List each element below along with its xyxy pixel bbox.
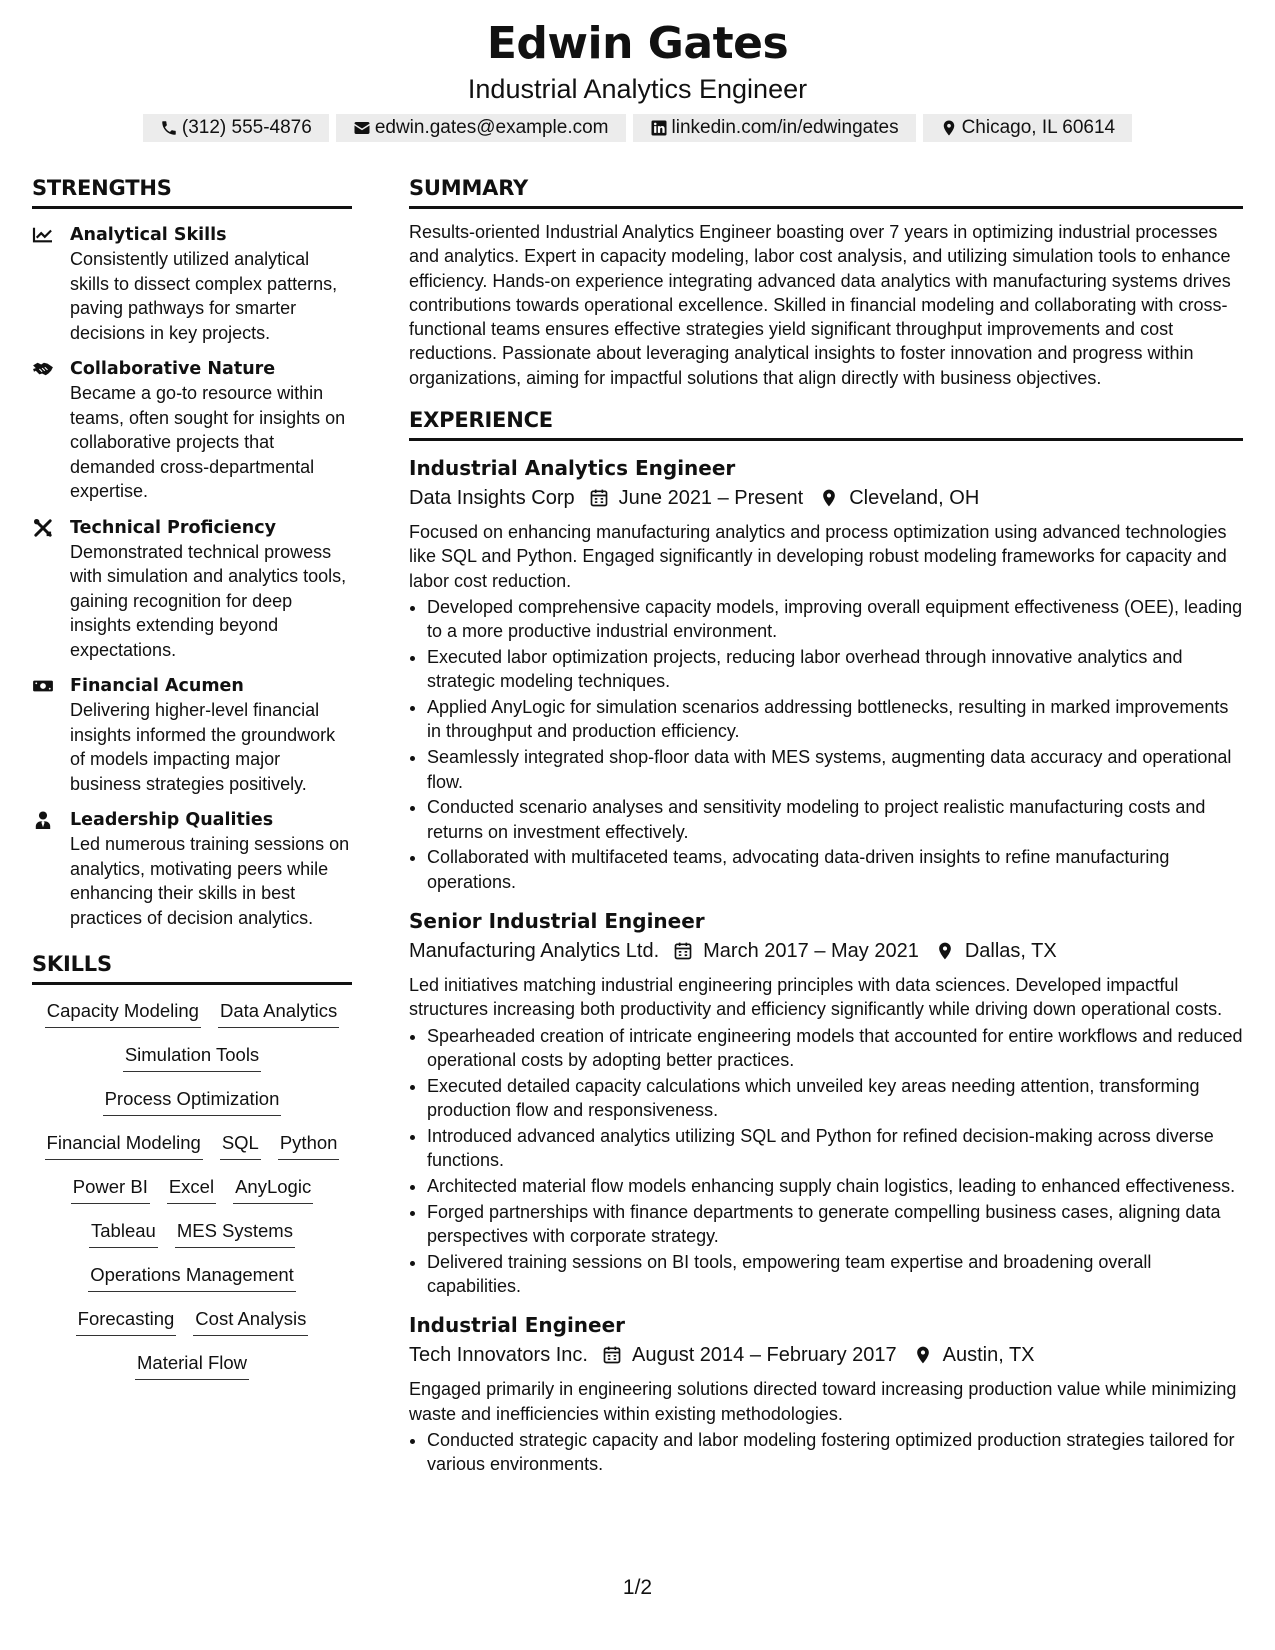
right-column <box>409 176 1243 1478</box>
job-description: Focused on enhancing manufacturing analytics and process optimization using advanced technologies like SQL and Python. Engaged significantly in developing robust modeling frameworks for capacity and labor cost reduction. <box>409 522 1227 591</box>
skill-tag: Capacity Modeling <box>45 999 201 1028</box>
location-text: Chicago, IL 60614 <box>961 117 1116 138</box>
email-text: edwin.gates@example.com <box>374 117 609 138</box>
job-bullets <box>409 595 1243 894</box>
job-bullet: • Architected material flow models enhancing supply chain logistics, leading to enhanced effectiveness. <box>427 1174 1243 1198</box>
job-entry <box>409 907 1243 1298</box>
skill-tag: Tableau <box>89 1219 158 1248</box>
strength-desc: Consistently utilized analytical skills to dissect complex patterns, paving pathways for smarter decisions in key projects. <box>70 249 338 343</box>
strength-title: Technical Proficiency <box>70 517 276 538</box>
candidate-name: Edwin Gates <box>486 18 789 69</box>
candidate-role: Industrial Analytics Engineer <box>467 74 808 104</box>
skill-tag: Operations Management <box>88 1263 296 1292</box>
strength-desc: Led numerous training sessions on analytics, motivating peers while enhancing their skills in best practices of decision analytics. <box>70 834 350 928</box>
job-bullet: • Executed labor optimization projects, reducing labor overhead through innovative analytics and strategic modeling techniques. <box>427 645 1243 694</box>
skill-row <box>32 999 352 1028</box>
job-dates: August 2014 – February 2017 <box>631 1344 897 1367</box>
skill-tag: Simulation Tools <box>123 1043 261 1072</box>
handshake-icon <box>32 360 54 378</box>
user-tie-icon <box>32 811 54 829</box>
calendar-icon <box>589 488 609 508</box>
job-company: Data Insights Corp <box>409 487 575 510</box>
skill-tag: Excel <box>167 1175 216 1204</box>
skills-list <box>32 999 352 1380</box>
job-location: Dallas, TX <box>964 940 1057 963</box>
linkedin-icon <box>650 119 668 137</box>
job-location: Cleveland, OH <box>849 487 980 510</box>
strength-item <box>32 674 352 796</box>
contact-bar <box>0 114 1275 142</box>
skill-tag: Process Optimization <box>103 1087 282 1116</box>
strength-title: Collaborative Nature <box>70 359 276 379</box>
job-description: Led initiatives matching industrial engineering principles with data sciences. Developed impactful structures increasing both productivity and efficiency significantly while driving down operational costs. <box>409 975 1223 1020</box>
calendar-icon <box>602 1345 622 1365</box>
skill-tag: Data Analytics <box>218 999 339 1028</box>
location-icon <box>940 119 958 137</box>
job-bullet: • Forged partnerships with finance departments to generate compelling business cases, aligning data perspectives with corporate strategy. <box>427 1200 1243 1249</box>
skill-row <box>32 1351 352 1380</box>
job-title: Senior Industrial Engineer <box>409 909 705 934</box>
skill-tag: Python <box>278 1131 340 1160</box>
job-bullet: • Applied AnyLogic for simulation scenarios addressing bottlenecks, resulting in marked improvements in throughput and production efficiency. <box>427 695 1243 744</box>
summary-heading: SUMMARY <box>409 176 1243 209</box>
strength-item <box>32 808 352 930</box>
strength-item <box>32 516 352 663</box>
job-meta <box>409 936 1243 966</box>
skill-tag: SQL <box>220 1131 261 1160</box>
job-dates: June 2021 – Present <box>618 487 804 510</box>
skill-row <box>32 1219 352 1248</box>
job-bullets <box>409 1024 1243 1299</box>
money-bill-icon <box>32 677 54 695</box>
job-location: Austin, TX <box>942 1344 1035 1367</box>
job-dates: March 2017 – May 2021 <box>703 940 919 963</box>
job-company: Tech Innovators Inc. <box>409 1344 588 1367</box>
page-number: 1/2 <box>622 1576 653 1599</box>
location-icon <box>819 488 839 508</box>
strength-desc: Delivering higher-level financial insights informed the groundwork of models impacting major business strategies positively. <box>70 700 336 794</box>
summary-text: Results-oriented Industrial Analytics Engineer boasting over 7 years in optimizing industrial processes and analytics. Expert in capacity modeling, labor cost analysis, and utilizing simulation tools to enhance efficiency. Hands-on experience integrating advanced data analytics with manufacturing systems drives contributions towards operational excellence. Skilled in financial modeling and collaborating with cross-functional teams ensures effective strategies yield significant throughput improvements and cost reductions. Passionate about leveraging analytical insights to foster innovation and progress within organizations, aiming for impactful solutions that align directly with business objectives. <box>409 222 1231 388</box>
skill-row <box>32 1131 352 1160</box>
job-title: Industrial Engineer <box>409 1313 626 1338</box>
strength-title: Financial Acumen <box>70 676 244 696</box>
job-entry <box>409 1311 1243 1476</box>
job-bullet: • Introduced advanced analytics utilizing SQL and Python for refined decision-making across diverse functions. <box>427 1124 1243 1173</box>
strength-title: Leadership Qualities <box>70 810 274 830</box>
strength-desc: Demonstrated technical prowess with simulation and analytics tools, gaining recognition for deep insights extending beyond expectations. <box>70 541 347 660</box>
phone-icon <box>160 119 178 137</box>
skill-tag: Power BI <box>71 1175 150 1204</box>
skill-row <box>32 1307 352 1336</box>
skill-tag: Financial Modeling <box>45 1131 203 1160</box>
strength-item <box>32 223 352 345</box>
job-company: Manufacturing Analytics Ltd. <box>409 940 660 963</box>
job-bullet: • Executed detailed capacity calculations which unveiled key areas needing attention, transforming production flow and responsiveness. <box>427 1074 1243 1123</box>
job-meta <box>409 483 1243 513</box>
job-description: Engaged primarily in engineering solutions directed toward increasing production value while minimizing waste and inefficiencies within existing methodologies. <box>409 1379 1237 1424</box>
job-bullet: • Delivered training sessions on BI tools, empowering team expertise and broadening overall capabilities. <box>427 1250 1243 1299</box>
job-bullet: • Conducted strategic capacity and labor modeling fostering optimized production strategies tailored for various environments. <box>427 1428 1243 1477</box>
strengths-list <box>32 223 352 930</box>
chart-line-icon <box>32 226 54 244</box>
job-bullet: • Seamlessly integrated shop-floor data with MES systems, augmenting data accuracy and operational flow. <box>427 745 1243 794</box>
tools-icon <box>32 519 54 537</box>
job-bullet: • Conducted scenario analyses and sensitivity modeling to project realistic manufacturing costs and returns on investment effectively. <box>427 795 1243 844</box>
strength-desc: Became a go-to resource within teams, often sought for insights on collaborative projects that demanded cross-departmental expertise. <box>70 383 346 501</box>
job-bullet: • Spearheaded creation of intricate engineering models that accounted for entire workflows and reduced operational costs by adopting better practices. <box>427 1024 1243 1073</box>
contact-phone[interactable] <box>143 114 329 142</box>
strength-title: Analytical Skills <box>70 225 227 245</box>
skill-tag: AnyLogic <box>233 1175 313 1204</box>
contact-linkedin[interactable] <box>633 114 916 142</box>
skill-tag: MES Systems <box>175 1219 295 1248</box>
location-icon <box>913 1345 933 1365</box>
skill-row <box>32 1263 352 1292</box>
job-bullet: • Developed comprehensive capacity models, improving overall equipment effectiveness (OEE), leading to a more productive industrial environment. <box>427 595 1243 644</box>
phone-text: (312) 555-4876 <box>181 117 312 138</box>
skill-tag: Forecasting <box>76 1307 177 1336</box>
linkedin-text: linkedin.com/in/edwingates <box>671 117 899 138</box>
experience-heading: EXPERIENCE <box>409 408 1243 441</box>
contact-location <box>923 114 1133 142</box>
skill-row <box>32 1175 352 1204</box>
job-entry <box>409 454 1243 894</box>
skill-row <box>32 1087 352 1116</box>
skill-tag: Cost Analysis <box>193 1307 308 1336</box>
strength-item <box>32 357 352 504</box>
contact-email[interactable] <box>336 114 626 142</box>
left-column <box>32 176 352 1395</box>
location-icon <box>935 941 955 961</box>
email-icon <box>353 119 371 137</box>
strengths-heading: STRENGTHS <box>32 176 352 209</box>
skill-row <box>32 1043 352 1072</box>
job-meta <box>409 1340 1243 1370</box>
skills-heading: SKILLS <box>32 952 352 985</box>
calendar-icon <box>673 941 693 961</box>
job-title: Industrial Analytics Engineer <box>409 456 736 481</box>
job-bullets <box>409 1428 1243 1477</box>
job-bullet: • Collaborated with multifaceted teams, advocating data-driven insights to refine manufacturing operations. <box>427 845 1243 894</box>
skill-tag: Material Flow <box>135 1351 249 1380</box>
